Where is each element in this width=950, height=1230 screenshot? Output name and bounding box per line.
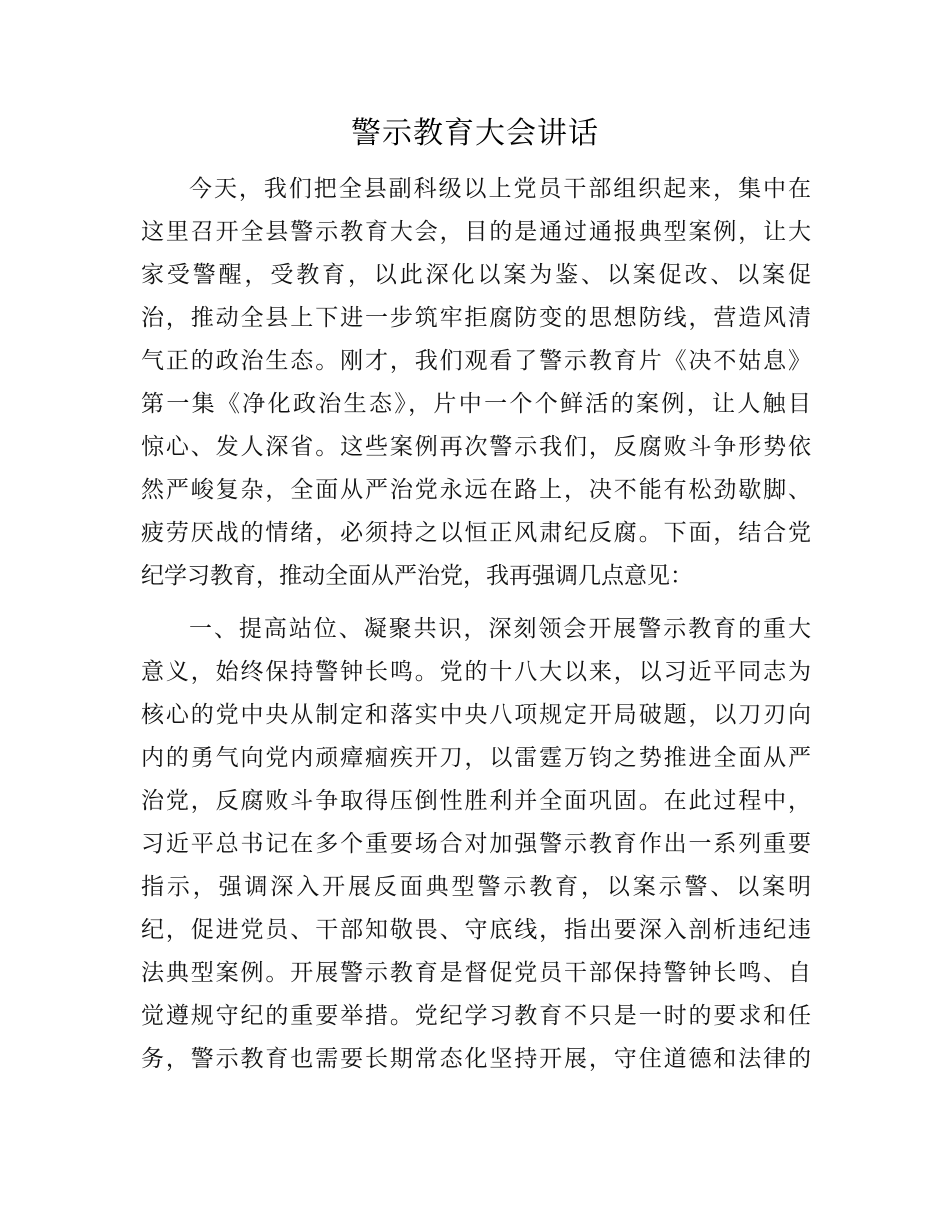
paragraph-line: 一、提高站位、凝聚共识，深刻领会开展警示教育的重大: [189, 616, 811, 642]
paragraph: [141, 608, 811, 1081]
paragraph-line: 治党，反腐败斗争取得压倒性胜利并全面巩固。在此过程中，: [141, 788, 811, 814]
paragraph-line: 疲劳厌战的情绪，必须持之以恒正风肃纪反腐。下面，结合党: [141, 520, 811, 546]
paragraph-line: 这里召开全县警示教育大会，目的是通过通报典型案例，让大: [141, 219, 811, 245]
paragraph-line: 核心的党中央从制定和落实中央八项规定开局破题，以刀刃向: [141, 702, 811, 728]
paragraph-line: 指示，强调深入开展反面典型警示教育，以案示警、以案明: [141, 874, 811, 900]
paragraph-line: 惊心、发人深省。这些案例再次警示我们，反腐败斗争形势依: [141, 434, 811, 460]
paragraph-line: 觉遵规守纪的重要举措。党纪学习教育不只是一时的要求和任: [141, 1003, 811, 1029]
paragraph: [141, 168, 811, 598]
paragraph-line: 气正的政治生态。刚才，我们观看了警示教育片《决不姑息》: [141, 348, 811, 374]
paragraph-line: 今天，我们把全县副科级以上党员干部组织起来，集中在: [189, 176, 811, 202]
paragraph-spacer: [141, 598, 811, 608]
paragraph-line: 务，警示教育也需要长期常态化坚持开展，守住道德和法律的: [141, 1046, 811, 1072]
paragraph-line: 内的勇气向党内顽瘴痼疾开刀，以雷霆万钧之势推进全面从严: [141, 745, 811, 771]
paragraph-line: 治，推动全县上下进一步筑牢拒腐防变的思想防线，营造风清: [141, 305, 811, 331]
paragraph-line: 习近平总书记在多个重要场合对加强警示教育作出一系列重要: [141, 831, 811, 857]
paragraph-line: 纪学习教育，推动全面从严治党，我再强调几点意见：: [141, 563, 693, 589]
paragraph-line: 然严峻复杂，全面从严治党永远在路上，决不能有松劲歇脚、: [141, 477, 811, 503]
paragraph-line: 纪，促进党员、干部知敬畏、守底线，指出要深入剖析违纪违: [141, 917, 811, 943]
document-body: [141, 168, 811, 1081]
paragraph-line: 家受警醒，受教育，以此深化以案为鉴、以案促改、以案促: [141, 262, 811, 288]
paragraph-line: 第一集《净化政治生态》，片中一个个鲜活的案例，让人触目: [141, 391, 811, 417]
document-title: 警示教育大会讲话: [351, 116, 599, 151]
paragraph-line: 意义，始终保持警钟长鸣。党的十八大以来，以习近平同志为: [141, 659, 811, 685]
paragraph-line: 法典型案例。开展警示教育是督促党员干部保持警钟长鸣、自: [141, 960, 811, 986]
